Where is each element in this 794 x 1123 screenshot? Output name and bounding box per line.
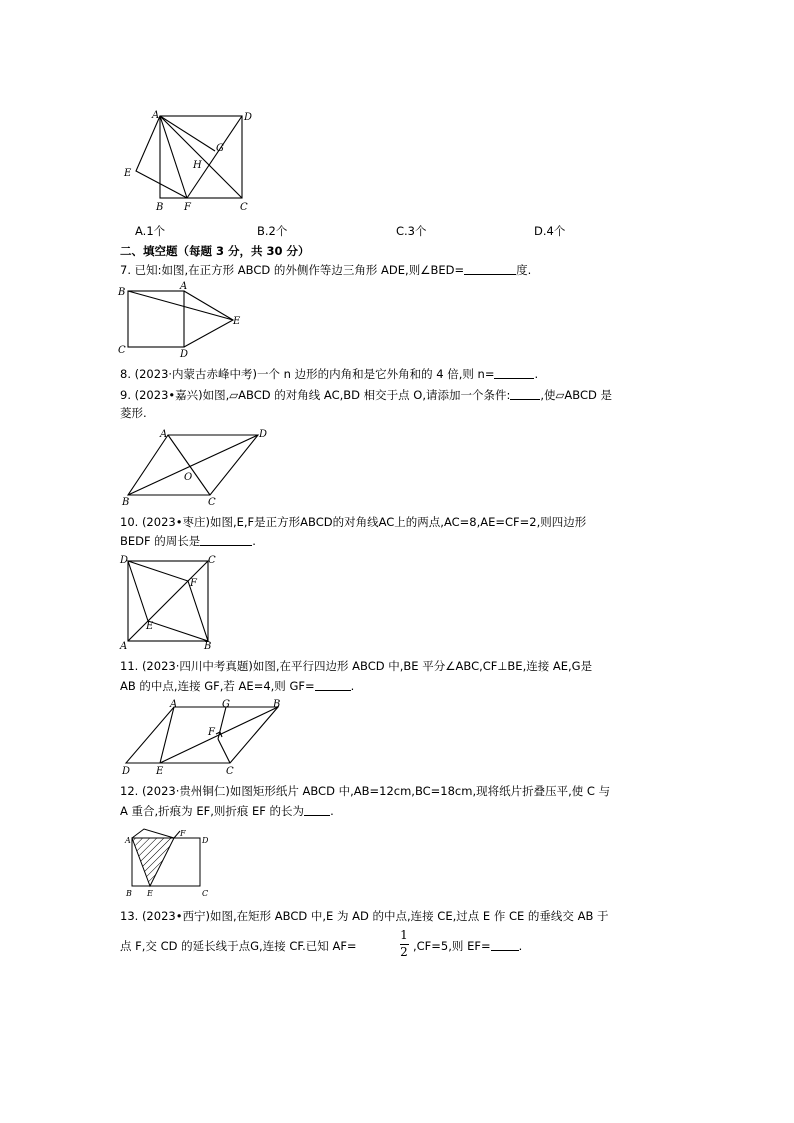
- q13-blank[interactable]: [491, 938, 519, 951]
- q12-label-e: E: [147, 889, 153, 898]
- q7-text: [120, 262, 531, 278]
- q9-label-d: D: [259, 429, 268, 440]
- q12-label-d: D: [202, 836, 209, 845]
- q9-label-b: B: [122, 497, 130, 508]
- q12-stem: A 重合,折痕为 EF,则折痕 EF 的长为: [120, 804, 305, 818]
- q11-line2: [120, 678, 354, 694]
- choice-d: D.4个: [534, 224, 566, 238]
- q13-frac-den: 2: [400, 945, 408, 959]
- q11-label-b: B: [273, 699, 281, 710]
- fig6-label-h: H: [193, 160, 202, 171]
- q12-label-f: F: [180, 829, 186, 838]
- fig6-label-a: A: [152, 110, 160, 121]
- q10-label-d: D: [120, 555, 129, 566]
- q10-blank[interactable]: [200, 533, 252, 546]
- q11-tail: .: [350, 679, 355, 693]
- q9-label-a: A: [160, 429, 168, 440]
- q8-text: [120, 366, 538, 382]
- q9-label-o: O: [184, 472, 193, 483]
- q10-label-e: E: [146, 621, 154, 632]
- q11-line1: 11. (2023·四川中考真题)如图,在平行四边形 ABCD 中,BE 平分∠ABC,CF⊥BE,连接 AE,G是: [120, 659, 593, 673]
- q12-label-b: B: [126, 889, 132, 898]
- q8-blank[interactable]: [494, 366, 534, 379]
- q7-figure: [116, 281, 246, 361]
- q8-stem: 8. (2023·内蒙古赤峰中考)一个 n 边形的内角和是它外角和的 4 倍,则 n=: [120, 367, 495, 381]
- q12-figure: [122, 823, 217, 898]
- q9-blank[interactable]: [510, 387, 540, 400]
- q11-blank[interactable]: [315, 678, 351, 691]
- choice-c: C.3个: [396, 224, 427, 238]
- q7-label-e: E: [233, 316, 241, 327]
- fig6-label-d: D: [244, 112, 253, 123]
- fig6-label-c: C: [240, 202, 248, 213]
- section2-title: 二、填空题（每题 3 分，共 30 分）: [120, 244, 310, 258]
- q7-tail: 度.: [516, 263, 532, 277]
- q11-label-a: A: [170, 699, 178, 710]
- q10-label-f: F: [190, 578, 197, 589]
- fig6-label-f: F: [184, 202, 191, 213]
- q11-label-e: E: [156, 766, 164, 777]
- q12-label-c: C: [202, 889, 209, 898]
- q12-line1: 12. (2023·贵州铜仁)如图矩形纸片 ABCD 中,AB=12cm,BC=18cm,现将纸片折叠压平,使 C 与: [120, 784, 611, 798]
- q7-label-a: A: [180, 281, 188, 292]
- q11-label-g: G: [222, 699, 230, 710]
- q11-figure: [118, 697, 283, 779]
- q7-label-d: D: [180, 349, 189, 360]
- q9-line1-tail: ,使▱ABCD 是: [540, 388, 612, 402]
- fig6-label-e: E: [124, 168, 132, 179]
- fig6-label-b: B: [156, 202, 164, 213]
- q10-tail: .: [252, 534, 256, 548]
- q8-tail: .: [534, 367, 539, 381]
- choice-b: B.2个: [257, 224, 288, 238]
- q10-label-c: C: [208, 555, 216, 566]
- q6-figure: [120, 108, 260, 216]
- q13-frac-num: 1: [400, 928, 408, 942]
- q11-stem: AB 的中点,连接 GF,若 AE=4,则 GF=: [120, 679, 315, 693]
- q13-line2a: 点 F,交 CD 的延长线于点G,连接 CF.已知 AF=: [120, 939, 357, 953]
- q11-label-c: C: [226, 766, 234, 777]
- q10-line1: 10. (2023•枣庄)如图,E,F是正方形ABCD的对角线AC上的两点,AC=8,AE=CF=2,则四边形: [120, 515, 587, 529]
- q7-blank[interactable]: [464, 262, 516, 275]
- q13-line2b: [413, 938, 522, 954]
- q9-label-c: C: [208, 497, 216, 508]
- q12-tail: .: [330, 804, 334, 818]
- q10-figure: [118, 553, 218, 653]
- q13-stem: ,CF=5,则 EF=: [413, 939, 491, 953]
- q10-stem: BEDF 的周长是: [120, 534, 201, 548]
- q9-stem: 9. (2023•嘉兴)如图,▱ABCD 的对角线 AC,BD 相交于点 O,请添加一个条件:: [120, 388, 511, 402]
- q7-label-b: B: [118, 287, 126, 298]
- q11-label-d: D: [122, 766, 131, 777]
- q10-line2: [120, 533, 256, 549]
- q13-line1: 13. (2023•西宁)如图,在矩形 ABCD 中,E 为 AD 的中点,连接 CE,过点 E 作 CE 的垂线交 AB 于: [120, 909, 609, 923]
- choice-a: A.1个: [135, 224, 166, 238]
- fig6-label-g: G: [216, 143, 224, 154]
- q11-label-f: F: [208, 727, 215, 738]
- q12-line2: [120, 803, 334, 819]
- q7-label-c: C: [118, 345, 126, 356]
- q12-label-a: A: [125, 836, 131, 845]
- q12-blank[interactable]: [304, 803, 330, 816]
- q9-line2: 菱形.: [120, 406, 147, 420]
- q7-stem: 7. 已知:如图,在正方形 ABCD 的外侧作等边三角形 ADE,则∠BED=: [120, 263, 465, 277]
- q9-line1: [120, 387, 612, 403]
- q9-figure: [118, 425, 278, 510]
- q10-label-b: B: [204, 641, 212, 652]
- q10-label-a: A: [120, 641, 128, 652]
- q13-tail: .: [518, 939, 523, 953]
